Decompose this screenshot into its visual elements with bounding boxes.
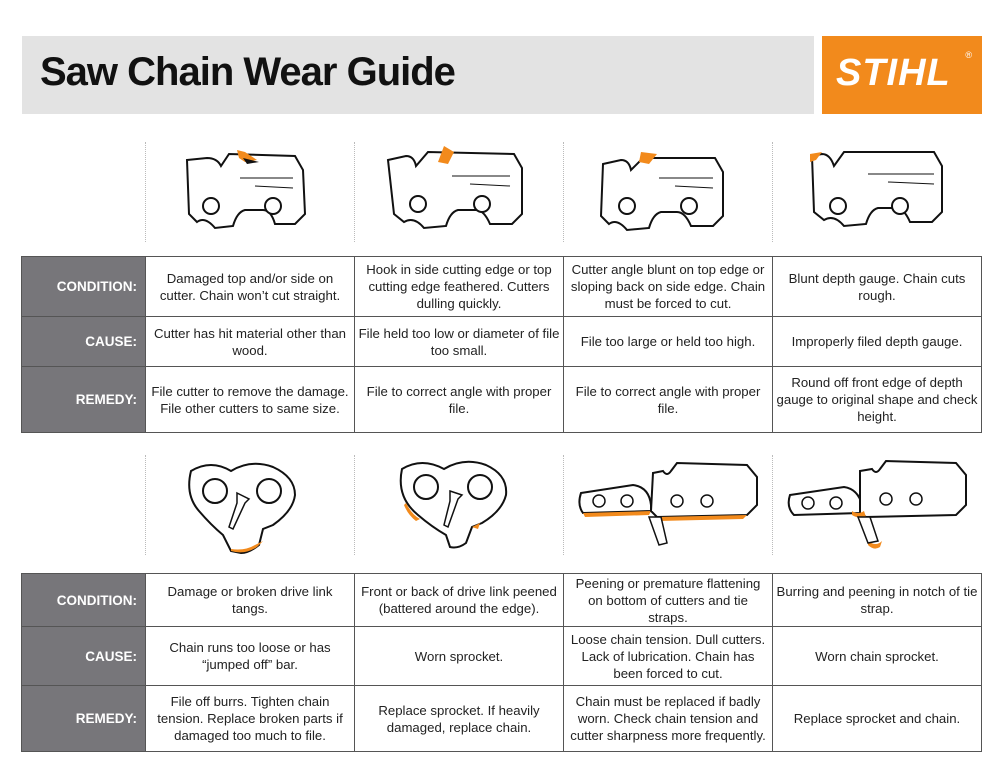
cutter-blunt-angle-illustration [563,142,772,250]
cutter-damaged-top-illustration [145,142,354,250]
bottom-illustrations [145,455,981,563]
table-cell: Round off front edge of depth gauge to original shape and check height. [773,367,982,433]
table-cell: Front or back of drive link peened (battered around the edge). [355,574,564,627]
table-cell: Worn chain sprocket. [773,627,982,686]
cause-row [22,627,982,686]
logo-text: STIHL [836,52,951,94]
table-cell: File to correct angle with proper file. [564,367,773,433]
cause-row [22,317,982,367]
table-cell: File off burrs. Tighten chain tension. Replace broken parts if damaged too much to file. [146,686,355,752]
table-cell: Improperly filed depth gauge. [773,317,982,367]
condition-row [22,257,982,317]
bottom-wear-table [21,573,982,752]
table-cell: File held too low or diameter of file too small. [355,317,564,367]
table-cell: Damage or broken drive link tangs. [146,574,355,627]
stihl-logo [822,36,982,114]
row-label: REMEDY: [22,686,146,752]
table-cell: File cutter to remove the damage. File other cutters to same size. [146,367,355,433]
cutter-hook-illustration [354,142,563,250]
table-cell: Chain runs too loose or has “jumped off” bar. [146,627,355,686]
table-cell: Damaged top and/or side on cutter. Chain won’t cut straight. [146,257,355,317]
table-cell: Peening or premature flattening on bottom of cutters and tie straps. [564,574,773,627]
table-cell: Hook in side cutting edge or top cutting edge feathered. Cutters dulling quickly. [355,257,564,317]
top-wear-table [21,256,982,433]
registered-mark: ® [965,50,972,60]
table-cell: File too large or held too high. [564,317,773,367]
table-cell: Burring and peening in notch of tie strap. [773,574,982,627]
drive-link-broken-tang-illustration [145,455,354,563]
depth-gauge-blunt-illustration [772,142,981,250]
cutter-bottom-flattened-illustration [563,455,772,563]
condition-row [22,574,982,627]
row-label: CONDITION: [22,257,146,317]
table-cell: Replace sprocket. If heavily damaged, replace chain. [355,686,564,752]
drive-link-peened-illustration [354,455,563,563]
table-cell: Cutter angle blunt on top edge or sloping back on side edge. Chain must be forced to cut. [564,257,773,317]
table-cell: Blunt depth gauge. Chain cuts rough. [773,257,982,317]
remedy-row [22,686,982,752]
page-title: Saw Chain Wear Guide [40,50,455,94]
tie-strap-burr-illustration [772,455,981,563]
header-banner [22,36,814,114]
row-label: CAUSE: [22,627,146,686]
table-cell: Chain must be replaced if badly worn. Check chain tension and cutter sharpness more frequently. [564,686,773,752]
table-cell: Cutter has hit material other than wood. [146,317,355,367]
table-cell: Replace sprocket and chain. [773,686,982,752]
table-cell: Loose chain tension. Dull cutters. Lack of lubrication. Chain has been forced to cut. [564,627,773,686]
table-cell: File to correct angle with proper file. [355,367,564,433]
top-illustrations [145,142,981,250]
row-label: REMEDY: [22,367,146,433]
row-label: CONDITION: [22,574,146,627]
remedy-row [22,367,982,433]
row-label: CAUSE: [22,317,146,367]
table-cell: Worn sprocket. [355,627,564,686]
